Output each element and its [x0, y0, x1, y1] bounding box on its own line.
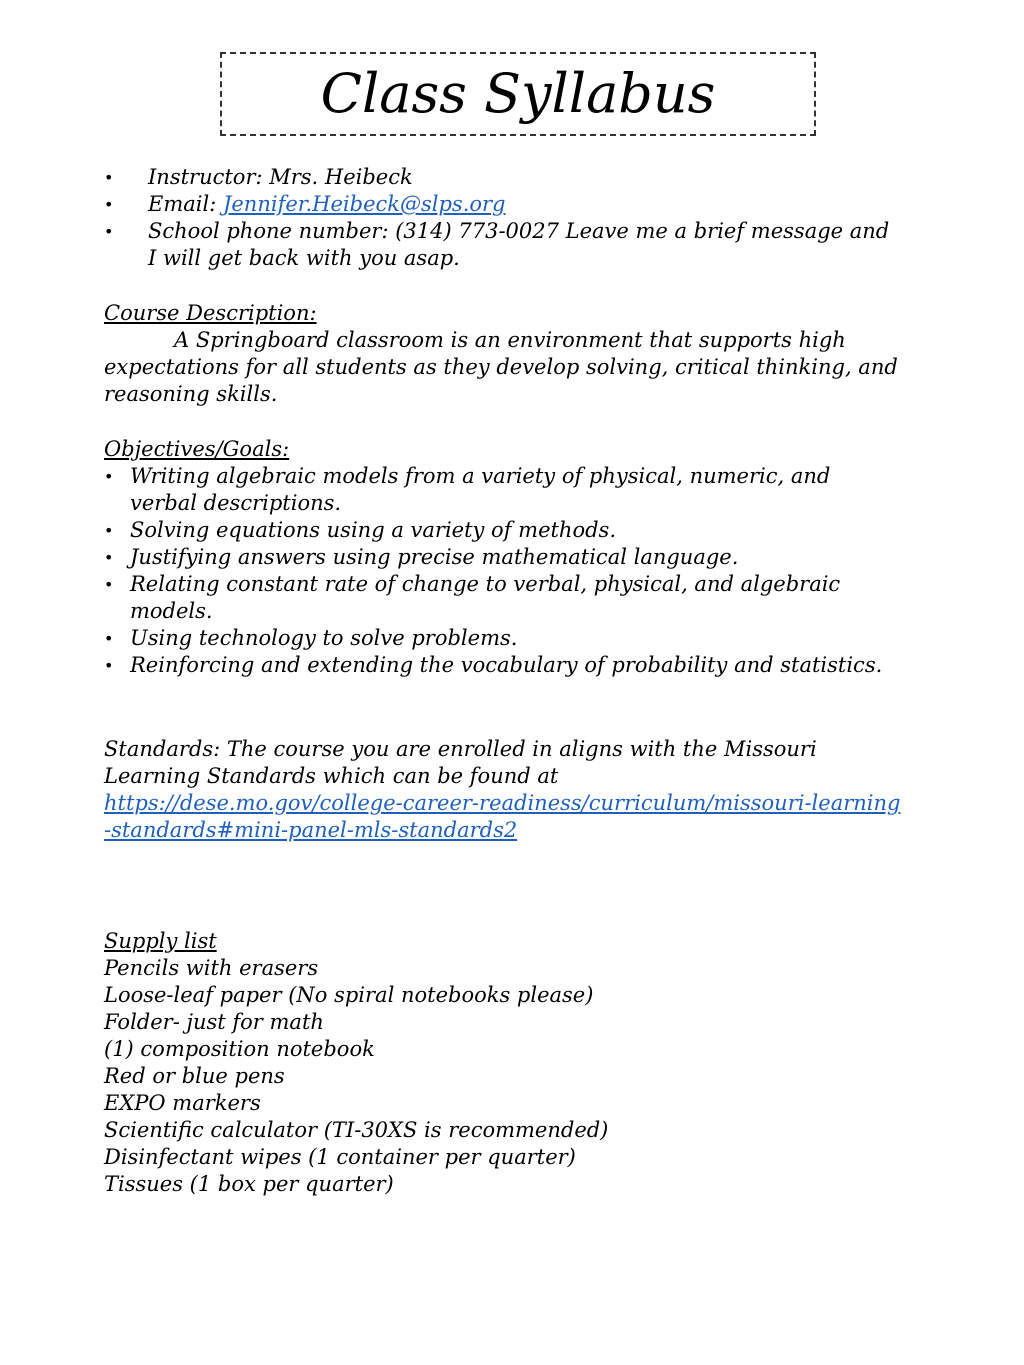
course-description-paragraph [104, 327, 904, 408]
supply-list-section [104, 928, 904, 1198]
instructor-line [104, 164, 904, 191]
course-description-section [104, 300, 904, 408]
supply-list-heading: Supply list [104, 929, 217, 953]
email-label: Email: [148, 192, 223, 216]
page-title: Class Syllabus [320, 62, 716, 125]
objective-item: • Relating constant rate of change to verbal, physical, and algebraic models. [104, 571, 904, 625]
email-line [104, 191, 904, 218]
standards-link[interactable]: https://dese.mo.gov/college-career-readiness/curriculum/missouri-learning-standards#mini-panel-mls-standards2 [104, 791, 901, 842]
objectives-list [104, 463, 904, 679]
contact-list [104, 164, 904, 272]
supply-item: Disinfectant wipes (1 container per quarter) [104, 1145, 576, 1169]
supply-item: Folder- just for math [104, 1010, 324, 1034]
course-description-text: A Springboard classroom is an environment that supports high expectations for all students as they develop solving, critical thinking, and reasoning skills. [104, 328, 898, 406]
email-link[interactable]: Jennifer.Heibeck@slps.org [222, 192, 506, 216]
supply-item: Scientific calculator (TI-30XS is recommended) [104, 1118, 609, 1142]
standards-section [104, 736, 904, 844]
objectives-section [104, 436, 904, 679]
title-box [220, 52, 816, 136]
supply-item: Red or blue pens [104, 1064, 285, 1088]
course-description-heading: Course Description: [104, 301, 317, 325]
objective-item: • Reinforcing and extending the vocabulary of probability and statistics. [104, 652, 904, 679]
objective-item: • Writing algebraic models from a variety of physical, numeric, and verbal descriptions. [104, 463, 904, 517]
objective-item: • Solving equations using a variety of methods. [104, 517, 904, 544]
phone-text: School phone number: (314) 773-0027 Leave me a brief message and I will get back with you asap. [148, 219, 890, 270]
objective-item: • Justifying answers using precise mathematical language. [104, 544, 904, 571]
supply-item: Pencils with erasers [104, 956, 319, 980]
objectives-heading: Objectives/Goals: [104, 437, 290, 461]
instructor-text: Instructor: Mrs. Heibeck [148, 165, 413, 189]
standards-text: Standards: The course you are enrolled in aligns with the Missouri Learning Standards which can be found at [104, 737, 817, 788]
supply-item: Loose-leaf paper (No spiral notebooks please) [104, 983, 594, 1007]
supply-item: (1) composition notebook [104, 1037, 375, 1061]
supply-item: Tissues (1 box per quarter) [104, 1172, 394, 1196]
supply-item: EXPO markers [104, 1091, 261, 1115]
objective-item: • Using technology to solve problems. [104, 625, 904, 652]
phone-line [104, 218, 904, 272]
